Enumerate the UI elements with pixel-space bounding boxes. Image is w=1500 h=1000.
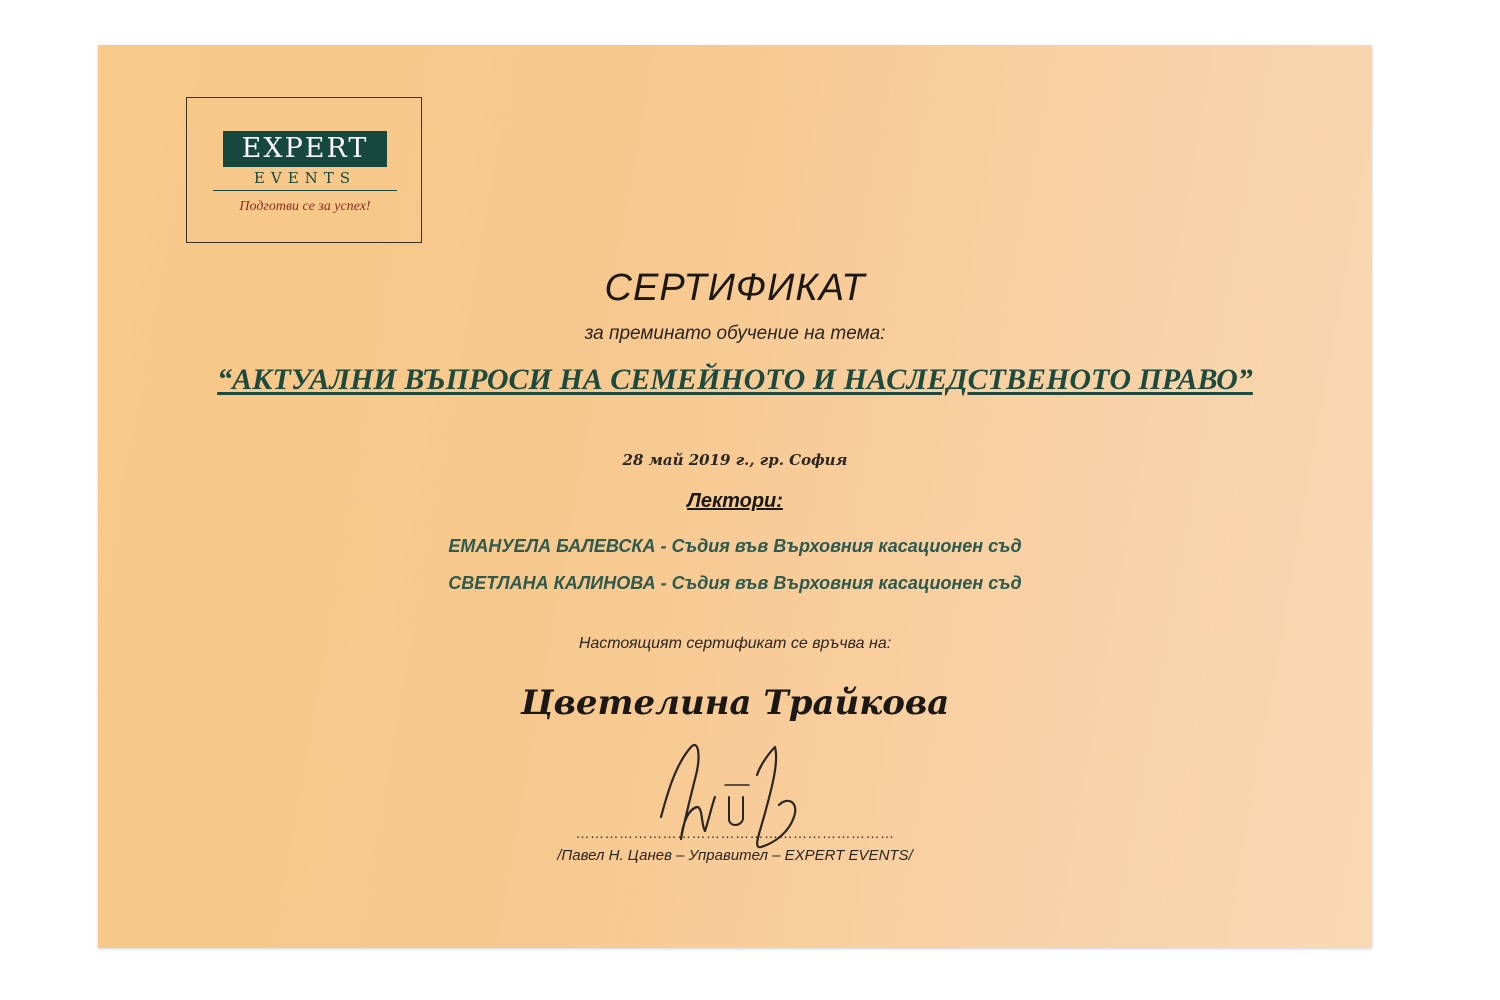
date-place: 28 май 2019 г., гр. София — [622, 451, 848, 469]
recipient-name: Цветелина Трайкова — [520, 683, 950, 723]
logo-box — [186, 97, 422, 243]
lecturer-item: СВЕТЛАНА КАЛИНОВА - Съдия във Върховния касационен съд — [448, 573, 1022, 593]
lecturer-item: ЕМАНУЕЛА БАЛЕВСКА - Съдия във Върховния касационен съд — [448, 536, 1022, 556]
logo-divider — [213, 190, 397, 191]
logo-brand-bottom: EVENTS — [253, 169, 357, 187]
logo-tagline: Подготви се за успех! — [239, 199, 371, 214]
training-topic: “АКТУАЛНИ ВЪПРОСИ НА СЕМЕЙНОТО И НАСЛЕДСТВЕНОТО ПРАВО” — [217, 363, 1253, 396]
lecturers-label: Лектори: — [687, 490, 783, 512]
awarded-to-label: Настоящият сертификат се връчва на: — [578, 635, 892, 652]
signature-line: ………………………………………………………… — [575, 825, 895, 841]
logo-brand-top: EXPERT — [223, 131, 387, 167]
certificate-sheet — [98, 45, 1372, 948]
signer-caption: /Павел Н. Цанев – Управител – EXPERT EVENTS/ — [557, 847, 913, 864]
certificate-title: СЕРТИФИКАТ — [604, 267, 866, 309]
certificate-subtitle: за преминато обучение на тема: — [584, 323, 886, 344]
